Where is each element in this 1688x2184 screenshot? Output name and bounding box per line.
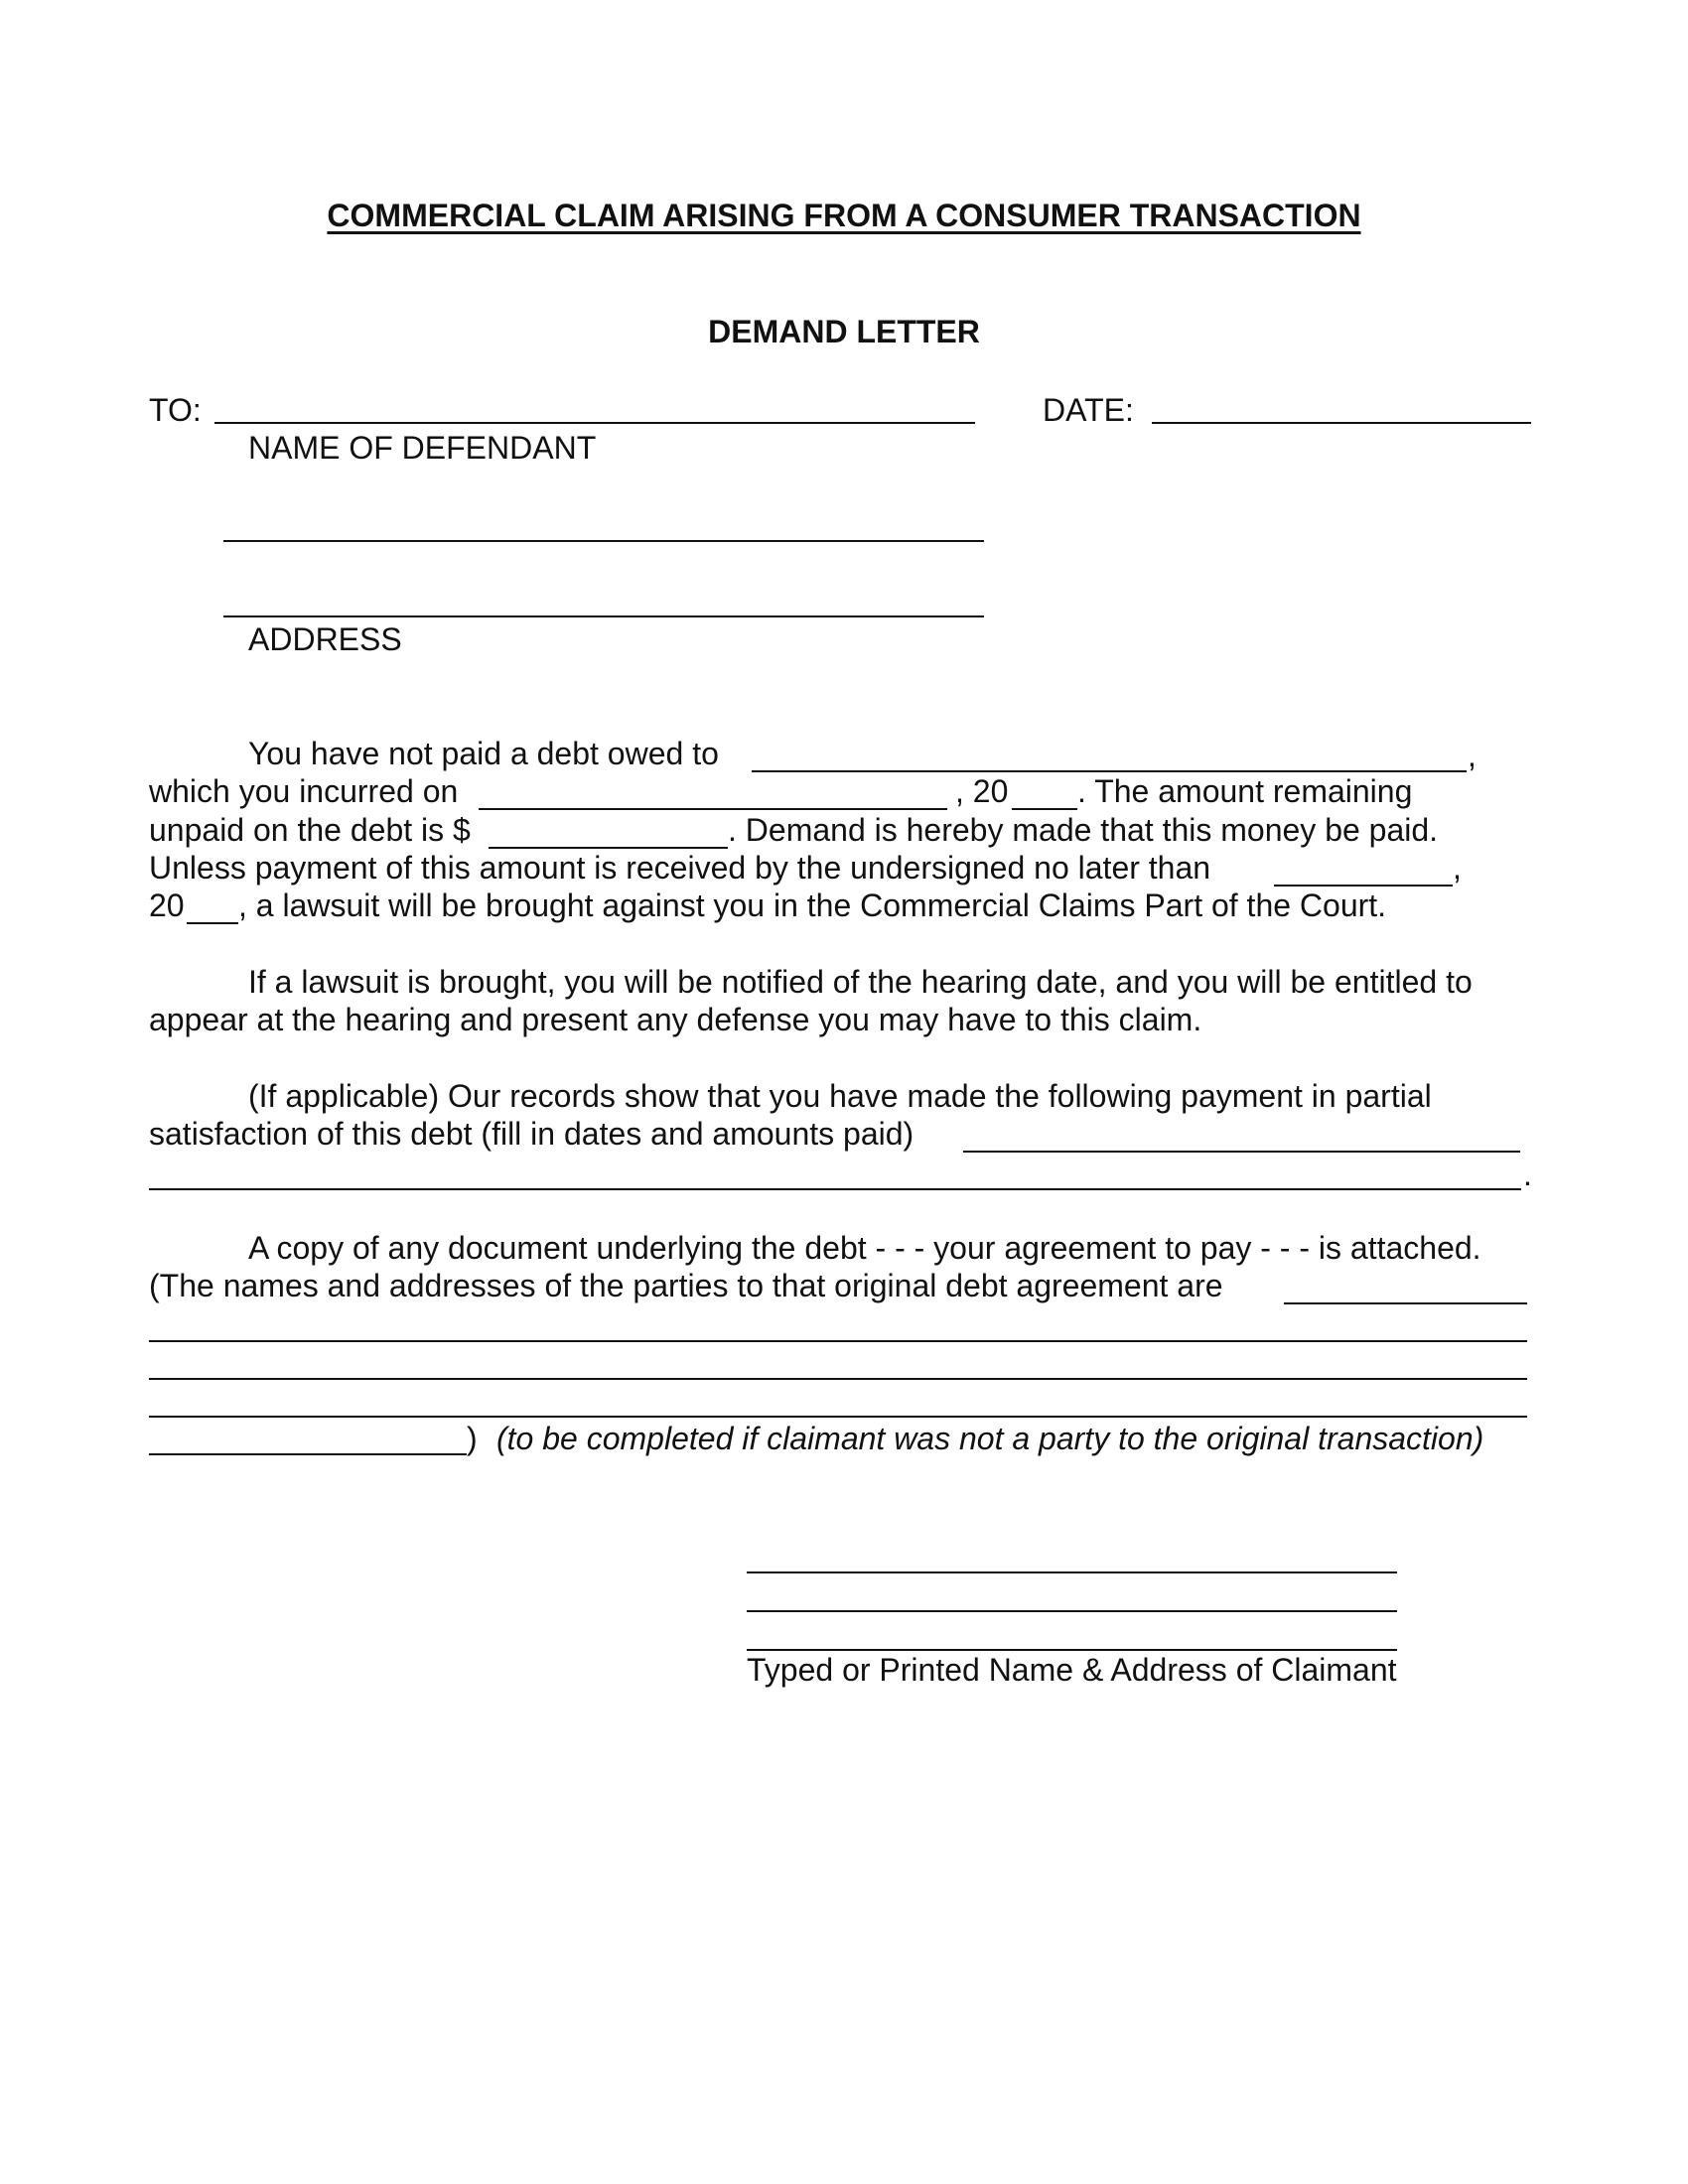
payments-field-line-2[interactable] — [149, 1188, 1521, 1190]
defendant-name-caption: NAME OF DEFENDANT — [248, 430, 597, 466]
address-caption: ADDRESS — [248, 621, 402, 657]
date-field[interactable] — [1152, 422, 1531, 424]
p1-line5a: 20 — [149, 887, 185, 923]
parties-field-line-2[interactable] — [149, 1340, 1527, 1342]
p4-line2: (The names and addresses of the parties to that original debt agreement are — [149, 1268, 1223, 1303]
p1-line1: You have not paid a debt owed to — [248, 736, 719, 771]
incurred-year-field[interactable] — [1012, 808, 1077, 810]
claimant-line-1[interactable] — [747, 1571, 1397, 1573]
p2-line2: appear at the hearing and present any defense you may have to this claim. — [149, 1002, 1202, 1037]
defendant-address-line-1[interactable] — [223, 540, 984, 542]
signature-caption: Typed or Printed Name & Address of Claimant — [747, 1652, 1397, 1688]
date-label: DATE: — [1043, 392, 1134, 428]
p2-line1: If a lawsuit is brought, you will be notified of the hearing date, and you will be entitled to — [248, 964, 1473, 1000]
defendant-name-field[interactable] — [214, 422, 975, 424]
document-subtitle: DEMAND LETTER — [708, 314, 980, 349]
p1-line3b: . Demand is hereby made that this money be paid. — [728, 812, 1439, 848]
p1-line2a: which you incurred on — [149, 773, 459, 809]
p3-line1: (If applicable) Our records show that you have made the following payment in partial — [248, 1078, 1432, 1114]
to-label: TO: — [149, 392, 202, 428]
p1-line2b: , 20 — [955, 773, 1009, 809]
defendant-address-line-2[interactable] — [223, 615, 984, 617]
deadline-year-field[interactable] — [187, 922, 238, 924]
payments-field-line-1[interactable] — [963, 1151, 1520, 1153]
parties-field-line-5[interactable] — [149, 1453, 467, 1455]
claimant-line-2[interactable] — [747, 1610, 1397, 1612]
incurred-date-field[interactable] — [479, 808, 947, 810]
parties-field-line-3[interactable] — [149, 1378, 1527, 1380]
p1-line5b: , a lawsuit will be brought against you in the Commercial Claims Part of the Court. — [238, 887, 1387, 923]
p1-line3a: unpaid on the debt is $ — [149, 812, 471, 848]
p4-note: (to be completed if claimant was not a party to the original transaction) — [496, 1421, 1484, 1456]
parties-field-line-1[interactable] — [1284, 1302, 1527, 1304]
p3-line2: satisfaction of this debt (fill in dates and amounts paid) — [149, 1116, 914, 1152]
document-title: COMMERCIAL CLAIM ARISING FROM A CONSUMER TRANSACTION — [327, 198, 1361, 233]
p4-close-paren: ) — [467, 1421, 478, 1456]
parties-field-line-4[interactable] — [149, 1416, 1527, 1418]
p1-line2c: . The amount remaining — [1077, 773, 1413, 809]
p4-line1: A copy of any document underlying the debt - - - your agreement to pay - - - is attached. — [248, 1230, 1481, 1266]
p1-line4b: , — [1453, 850, 1462, 886]
p1-line1-comma: , — [1468, 738, 1477, 773]
p3-line3-period: . — [1523, 1157, 1532, 1192]
p1-line4a: Unless payment of this amount is received by the undersigned no later than — [149, 850, 1211, 886]
